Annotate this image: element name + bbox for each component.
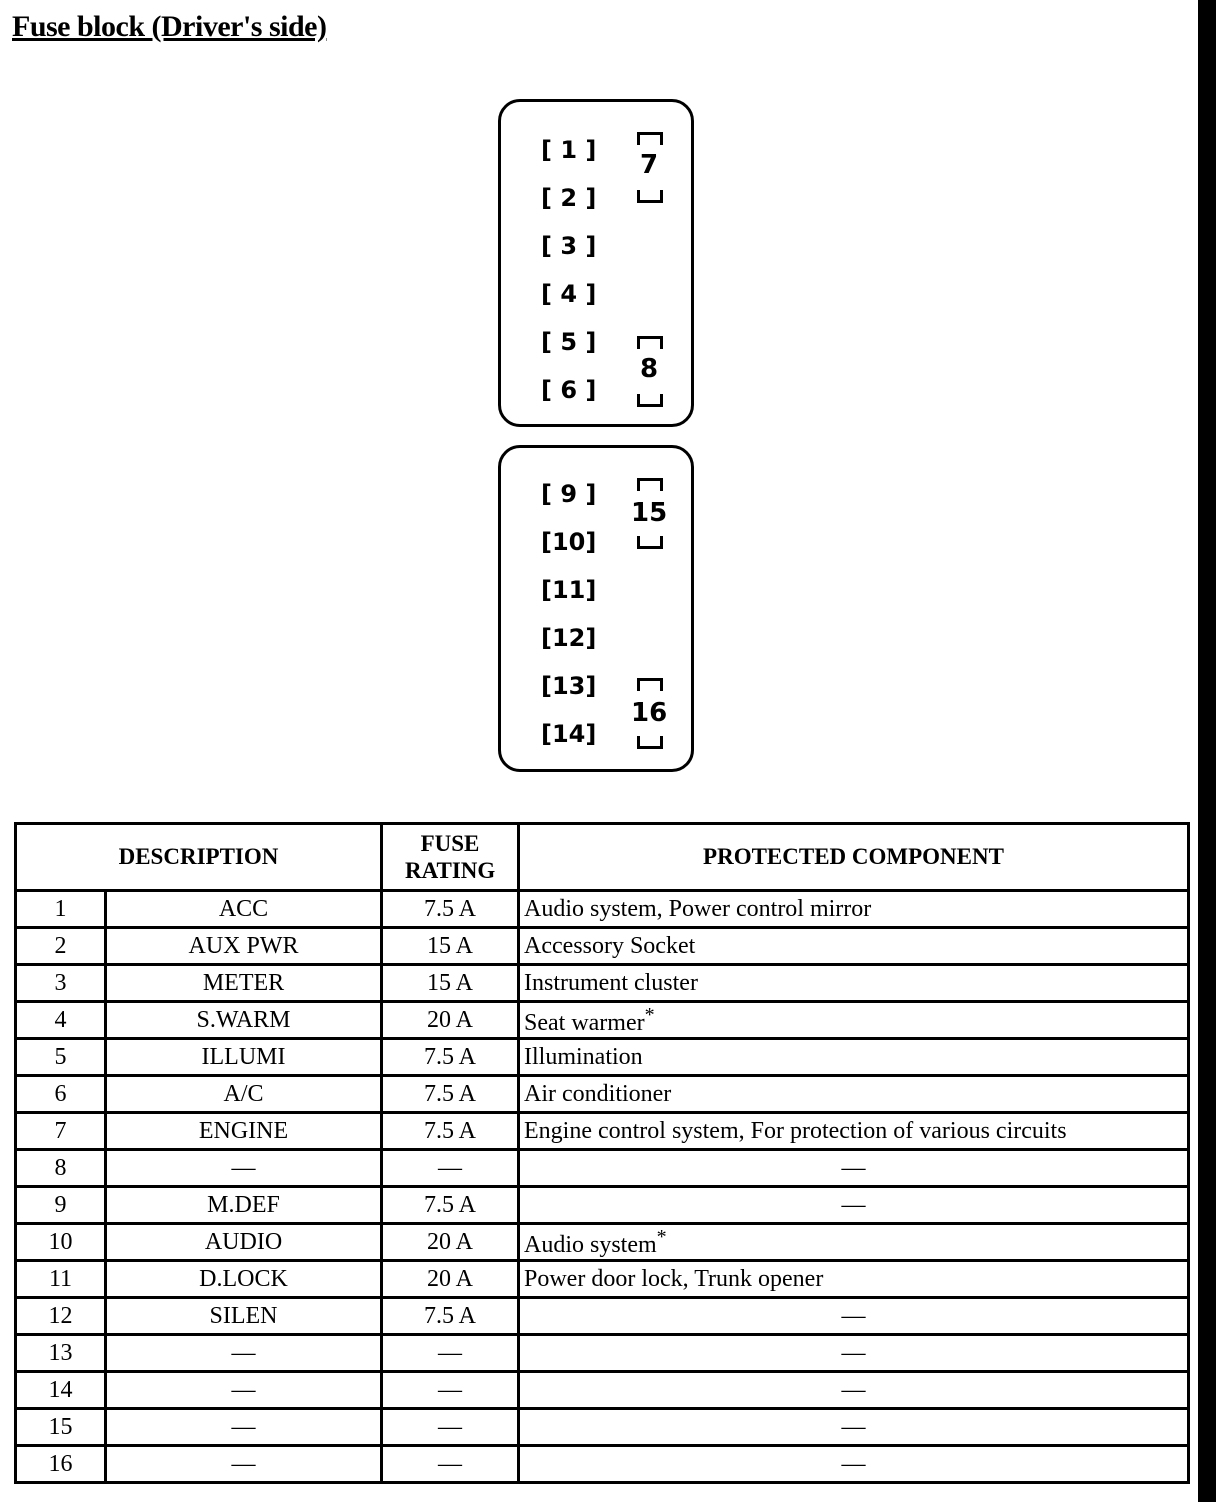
- table-row: [16, 1261, 1189, 1298]
- cell-fuse-rating-text: 7.5 A: [423, 1117, 476, 1144]
- fuse-slot-large: 7: [637, 132, 661, 204]
- cell-description: [106, 965, 382, 1002]
- table-row: [16, 1076, 1189, 1113]
- cell-protected-component: [519, 1409, 1189, 1446]
- cell-number-text: 3: [54, 969, 67, 996]
- cell-description-text: S.WARM: [196, 1006, 291, 1033]
- cell-fuse-rating-text: 20 A: [426, 1228, 473, 1255]
- cell-description-text: AUX PWR: [188, 932, 299, 959]
- cell-fuse-rating-text: 7.5 A: [423, 895, 476, 922]
- cell-description: [106, 1076, 382, 1113]
- cell-number: [16, 891, 106, 928]
- cell-description: [106, 1298, 382, 1335]
- cell-protected-component: [519, 1187, 1189, 1224]
- cell-description-text: M.DEF: [207, 1191, 280, 1218]
- cell-protected-component-text: Engine control system, For protection of various circuits: [524, 1117, 1067, 1144]
- cell-number-text: 12: [48, 1302, 73, 1329]
- table-header-row: [16, 824, 1189, 891]
- cell-description: [106, 1187, 382, 1224]
- cell-number-text: 7: [54, 1117, 67, 1144]
- cell-protected-component-text: —: [841, 1376, 866, 1403]
- cell-number: [16, 1113, 106, 1150]
- table-row: [16, 1187, 1189, 1224]
- cell-protected-component: [519, 891, 1189, 928]
- cell-number-text: 4: [54, 1006, 67, 1033]
- cell-description-text: ENGINE: [198, 1117, 289, 1144]
- cell-fuse-rating-text: 7.5 A: [423, 1191, 476, 1218]
- cell-description-text: A/C: [223, 1080, 264, 1107]
- cell-number: [16, 1372, 106, 1409]
- cell-fuse-rating: [382, 1335, 519, 1372]
- cell-number: [16, 1150, 106, 1187]
- cell-fuse-rating: [382, 928, 519, 965]
- cell-fuse-rating: [382, 1298, 519, 1335]
- cell-fuse-rating-text: —: [438, 1413, 462, 1440]
- fuse-slot-large: 16: [637, 678, 661, 750]
- fuse-slot: [ 2 ]: [541, 184, 597, 212]
- cell-description-text: METER: [202, 969, 285, 996]
- right-edge-bar: [1198, 0, 1216, 1502]
- table-row: [16, 1039, 1189, 1076]
- cell-number: [16, 928, 106, 965]
- cell-number: [16, 1335, 106, 1372]
- cell-number: [16, 1187, 106, 1224]
- cell-protected-component: [519, 1224, 1189, 1261]
- cell-number-text: 8: [54, 1154, 67, 1181]
- cell-fuse-rating: [382, 1113, 519, 1150]
- cell-description: [106, 1113, 382, 1150]
- cell-number-text: 13: [48, 1339, 73, 1366]
- cell-description-text: —: [231, 1376, 256, 1403]
- table-row: [16, 1113, 1189, 1150]
- cell-description: [106, 1224, 382, 1261]
- cell-description: [106, 1446, 382, 1483]
- cell-number: [16, 1224, 106, 1261]
- table-row: [16, 1409, 1189, 1446]
- fuse-table: [14, 822, 1190, 1484]
- cell-protected-component-text: Air conditioner: [524, 1080, 672, 1107]
- cell-protected-component-text: Instrument cluster: [524, 969, 698, 996]
- cell-protected-component-text: Seat warmer: [524, 1009, 645, 1036]
- cell-description: [106, 891, 382, 928]
- cell-description-text: D.LOCK: [199, 1265, 288, 1292]
- cell-fuse-rating: [382, 1446, 519, 1483]
- table-row: [16, 1224, 1189, 1261]
- cell-number: [16, 1298, 106, 1335]
- cell-number-text: 10: [48, 1228, 73, 1255]
- cell-description: [106, 1372, 382, 1409]
- cell-fuse-rating: [382, 1076, 519, 1113]
- fuse-slot-large: 15: [637, 478, 661, 550]
- cell-protected-component: [519, 1076, 1189, 1113]
- cell-description: [106, 1409, 382, 1446]
- cell-description-text: ILLUMI: [201, 1043, 286, 1070]
- cell-number: [16, 1002, 106, 1039]
- cell-number: [16, 1076, 106, 1113]
- cell-fuse-rating-text: 7.5 A: [423, 1043, 476, 1070]
- page-title: Fuse block (Driver's side): [12, 10, 327, 43]
- cell-fuse-rating: [382, 1261, 519, 1298]
- fuse-slot: [ 5 ]: [541, 328, 597, 356]
- fuse-slot: [ 1 ]: [541, 136, 597, 164]
- table-row: [16, 1002, 1189, 1039]
- cell-number: [16, 1039, 106, 1076]
- cell-number-text: 6: [54, 1080, 67, 1107]
- cell-number-text: 1: [54, 895, 67, 922]
- cell-fuse-rating: [382, 1372, 519, 1409]
- cell-fuse-rating: [382, 965, 519, 1002]
- cell-protected-component: [519, 1002, 1189, 1039]
- cell-number: [16, 1409, 106, 1446]
- cell-fuse-rating-text: 20 A: [426, 1006, 473, 1033]
- footnote-mark: *: [644, 1003, 655, 1026]
- cell-number-text: 2: [54, 932, 67, 959]
- fuse-slot: [ 3 ]: [541, 232, 597, 260]
- cell-protected-component-text: Audio system: [524, 1231, 657, 1258]
- cell-fuse-rating: [382, 1409, 519, 1446]
- table-row: [16, 1298, 1189, 1335]
- cell-description-text: ACC: [218, 895, 269, 922]
- cell-protected-component-text: Power door lock, Trunk opener: [524, 1265, 824, 1292]
- fuse-slot: [12]: [541, 624, 597, 652]
- footnote-mark: *: [656, 1225, 667, 1248]
- cell-protected-component: [519, 1039, 1189, 1076]
- cell-protected-component: [519, 1150, 1189, 1187]
- cell-number-text: 14: [48, 1376, 73, 1403]
- cell-protected-component-text: —: [841, 1191, 866, 1218]
- cell-number: [16, 1261, 106, 1298]
- cell-fuse-rating-text: 7.5 A: [423, 1080, 476, 1107]
- cell-protected-component: [519, 1113, 1189, 1150]
- cell-protected-component-text: —: [841, 1413, 866, 1440]
- cell-fuse-rating-text: 15 A: [426, 932, 473, 959]
- fuse-slot: [ 9 ]: [541, 480, 597, 508]
- cell-description: [106, 1150, 382, 1187]
- cell-number: [16, 965, 106, 1002]
- cell-protected-component-text: —: [841, 1302, 866, 1329]
- cell-protected-component-text: —: [841, 1339, 866, 1366]
- cell-protected-component-text: Audio system, Power control mirror: [524, 895, 872, 922]
- cell-protected-component: [519, 1446, 1189, 1483]
- cell-number-text: 11: [48, 1265, 73, 1292]
- fuse-slot: [ 4 ]: [541, 280, 597, 308]
- table-row: [16, 1372, 1189, 1409]
- cell-fuse-rating: [382, 1002, 519, 1039]
- header-protected-component: PROTECTED COMPONENT: [519, 824, 1189, 891]
- table-row: [16, 1150, 1189, 1187]
- cell-fuse-rating: [382, 891, 519, 928]
- cell-description-text: SILEN: [209, 1302, 278, 1329]
- cell-protected-component-text: Illumination: [524, 1043, 643, 1070]
- cell-protected-component: [519, 1261, 1189, 1298]
- cell-fuse-rating-text: —: [438, 1376, 462, 1403]
- cell-description: [106, 1002, 382, 1039]
- table-row: [16, 891, 1189, 928]
- fuse-slot: [13]: [541, 672, 597, 700]
- cell-fuse-rating-text: —: [438, 1154, 462, 1181]
- header-description: DESCRIPTION: [16, 824, 382, 891]
- cell-fuse-rating-text: —: [438, 1339, 462, 1366]
- table-row: [16, 1446, 1189, 1483]
- cell-fuse-rating: [382, 1187, 519, 1224]
- cell-description-text: —: [231, 1339, 256, 1366]
- cell-protected-component: [519, 1372, 1189, 1409]
- cell-number: [16, 1446, 106, 1483]
- cell-fuse-rating-text: 20 A: [426, 1265, 473, 1292]
- cell-description: [106, 1335, 382, 1372]
- fuse-slot: [11]: [541, 576, 597, 604]
- cell-fuse-rating-text: 7.5 A: [423, 1302, 476, 1329]
- cell-protected-component: [519, 928, 1189, 965]
- table-row: [16, 928, 1189, 965]
- fuse-slot: [14]: [541, 720, 597, 748]
- cell-number-text: 15: [48, 1413, 73, 1440]
- cell-description-text: —: [231, 1154, 256, 1181]
- cell-number-text: 16: [48, 1450, 73, 1477]
- fuse-slot-large: 8: [637, 336, 661, 408]
- fuse-block-upper: [498, 99, 694, 427]
- cell-fuse-rating-text: —: [438, 1450, 462, 1477]
- cell-fuse-rating: [382, 1224, 519, 1261]
- cell-fuse-rating: [382, 1039, 519, 1076]
- fuse-slot: [ 6 ]: [541, 376, 597, 404]
- fuse-block-lower: [498, 445, 694, 772]
- cell-protected-component-text: —: [841, 1154, 866, 1181]
- cell-protected-component-text: Accessory Socket: [524, 932, 696, 959]
- cell-description-text: AUDIO: [204, 1228, 283, 1255]
- cell-number-text: 5: [54, 1043, 67, 1070]
- table-row: [16, 965, 1189, 1002]
- cell-protected-component: [519, 1335, 1189, 1372]
- cell-number-text: 9: [54, 1191, 67, 1218]
- cell-description: [106, 928, 382, 965]
- table-row: [16, 1335, 1189, 1372]
- cell-protected-component-text: —: [841, 1450, 866, 1477]
- cell-description: [106, 1261, 382, 1298]
- cell-description: [106, 1039, 382, 1076]
- cell-protected-component: [519, 1298, 1189, 1335]
- cell-fuse-rating: [382, 1150, 519, 1187]
- cell-protected-component: [519, 965, 1189, 1002]
- header-fuse-rating: FUSE RATING: [382, 824, 519, 891]
- cell-fuse-rating-text: 15 A: [426, 969, 473, 996]
- cell-description-text: —: [231, 1413, 256, 1440]
- cell-description-text: —: [231, 1450, 256, 1477]
- fuse-slot: [10]: [541, 528, 597, 556]
